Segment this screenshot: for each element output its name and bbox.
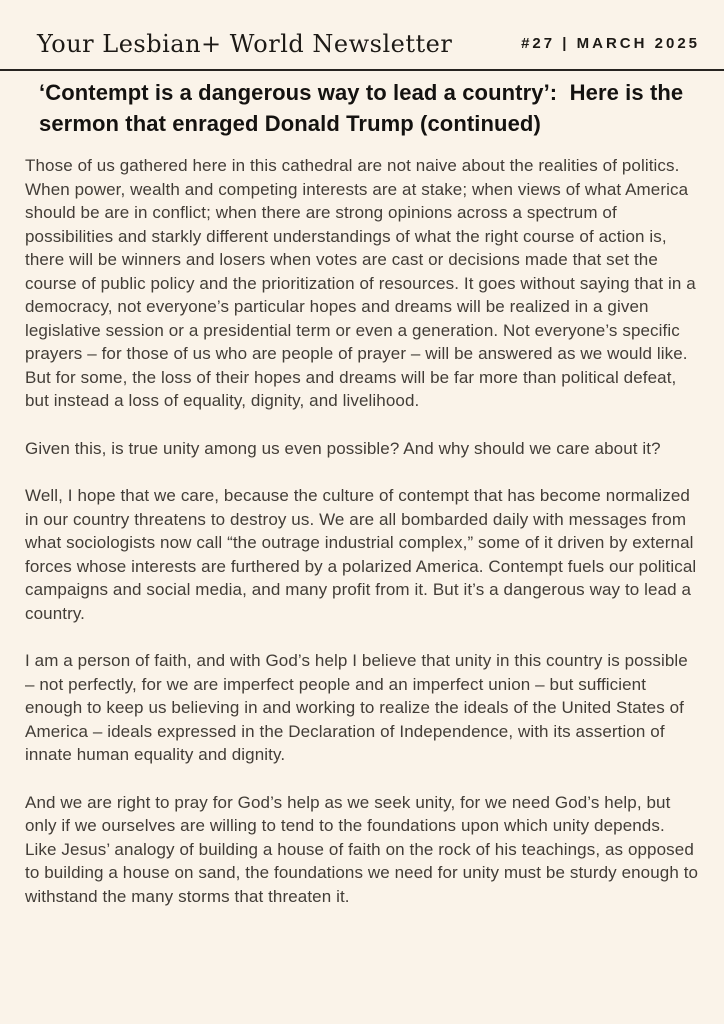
article-paragraph: Those of us gathered here in this cathedral are not naive about the realities of politics. When power, wealth and competing interests are at stake; when views of what America should be are in conflict; when there are strong opinions across a spectrum of possibilities and starkly different understandings of what the right course of action is, there will be winners and losers when votes are cast or decisions made that set the course of public policy and the prioritization of resources. It goes without saying that in a democracy, not everyone’s particular hopes and dreams will be realized in a given legislative session or a presidential term or even a generation. Not everyone’s specific prayers – for those of us who are people of prayer – will be answered as we would like. But for some, the loss of their hopes and dreams will be far more than political defeat, but instead a loss of equality, dignity, and livelihood. <box>25 156 696 410</box>
newsletter-brand: Your Lesbian+ World Newsletter <box>37 30 453 58</box>
article <box>0 77 724 908</box>
article-paragraph: Well, I hope that we care, because the culture of contempt that has become normalized in our country threatens to destroy us. We are all bombarded daily with messages from what sociologists now call “the outrage industrial complex,” some of it driven by external forces whose interests are furthered by a polarized America. Contempt fuels our political campaigns and social media, and many profit from it. But it’s a dangerous way to lead a country. <box>25 486 697 623</box>
article-paragraph: And we are right to pray for God’s help as we seek unity, for we need God’s help, but only if we ourselves are willing to tend to the foundations upon which unity depends. Like Jesus’ analogy of building a house of faith on the rock of his teachings, as opposed to building a house on sand, the foundations we need for unity must be sturdy enough to withstand the many storms that threaten it. <box>25 792 699 906</box>
article-title: ‘Contempt is a dangerous way to lead a country’: Here is the sermon that enraged Donald Trump (continued) <box>39 80 690 136</box>
article-paragraph: I am a person of faith, and with God’s help I believe that unity in this country is possible – not perfectly, for we are imperfect people and an imperfect union – but sufficient enough to keep us believing in and working to realize the ideals of the United States of America – ideals expressed in the Declaration of Independence, with its assertion of innate human equality and dignity. <box>25 651 688 764</box>
header-divider <box>0 69 724 71</box>
article-paragraph: Given this, is true unity among us even possible? And why should we care about it? <box>25 438 661 458</box>
header <box>0 0 724 58</box>
article-body <box>0 154 724 908</box>
issue-number-and-date: #27 | MARCH 2025 <box>521 35 700 52</box>
